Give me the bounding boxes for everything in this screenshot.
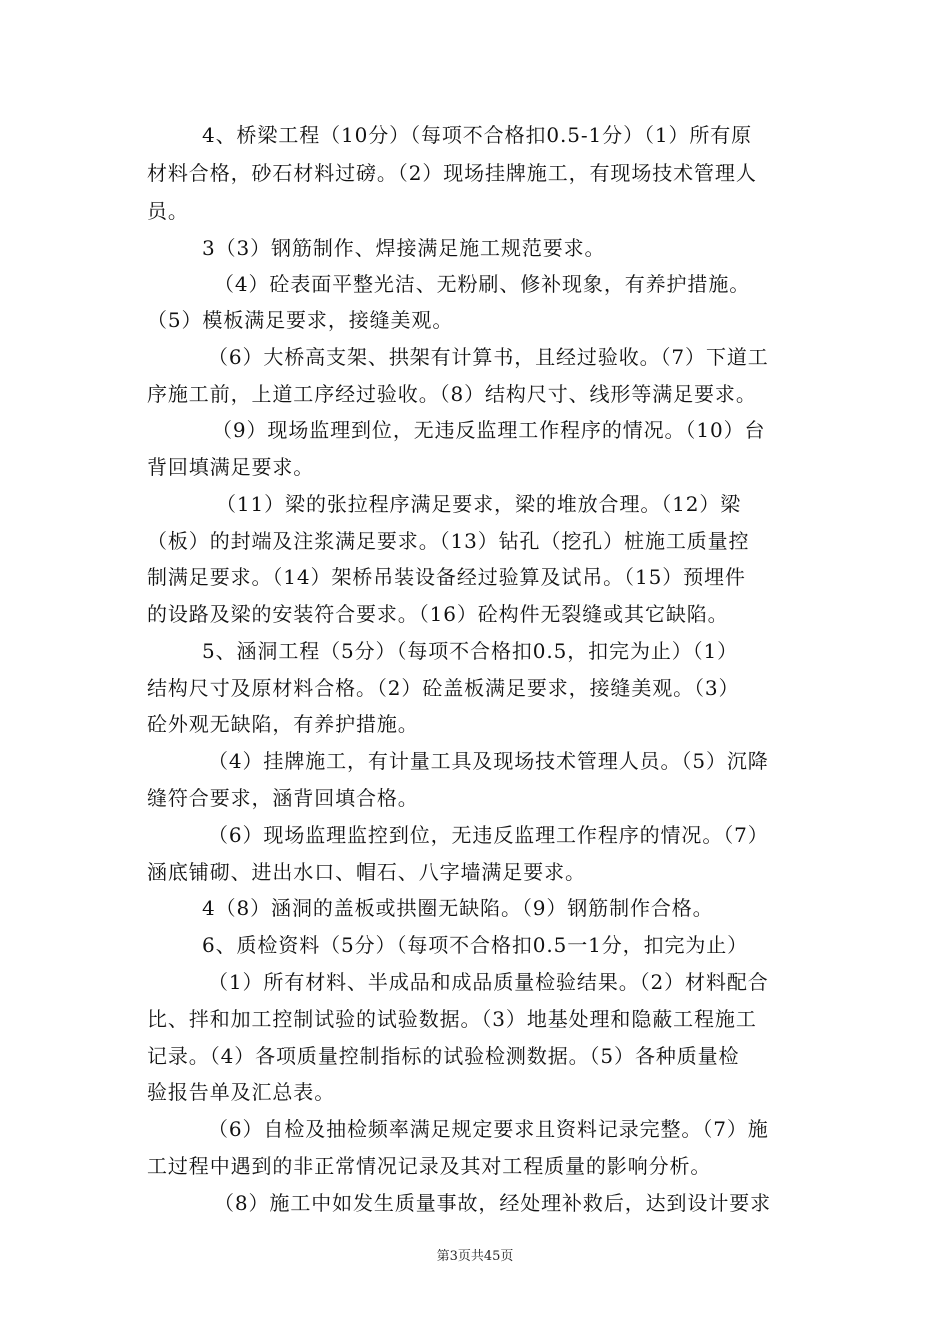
text-line: 5、涵洞工程（5分）（每项不合格扣0.5，扣完为止）（1） xyxy=(202,639,739,663)
text-line: （4）挂牌施工，有计量工具及现场技术管理人员。（5）沉降 xyxy=(208,749,769,773)
text-line: （8）施工中如发生质量事故，经处理补救后，达到设计要求 xyxy=(214,1191,772,1215)
text-line: （4）砼表面平整光洁、无粉刷、修补现象，有养护措施。 xyxy=(214,272,751,296)
text-line: （9）现场监理到位，无违反监理工作程序的情况。（10）台 xyxy=(212,418,766,442)
text-line: 工过程中遇到的非正常情况记录及其对工程质量的影响分析。 xyxy=(147,1154,712,1178)
text-line: 材料合格，砂石材料过磅。（2）现场挂牌施工，有现场技术管理人 xyxy=(147,161,757,185)
text-line: 员。 xyxy=(147,199,189,223)
page-number: 第3页共45页 xyxy=(436,1249,514,1264)
text-line: 6、质检资料（5分）（每项不合格扣0.5一1分，扣完为止） xyxy=(202,933,749,957)
text-line: 结构尺寸及原材料合格。（2）砼盖板满足要求，接缝美观。（3） xyxy=(147,676,740,700)
text-line: （6）大桥高支架、拱架有计算书，且经过验收。（7）下道工 xyxy=(208,345,769,369)
text-line: 缝符合要求，涵背回填合格。 xyxy=(147,786,419,810)
text-line: （11）梁的张拉程序满足要求，梁的堆放合理。（12）梁 xyxy=(216,492,742,516)
text-line: 涵底铺砌、进出水口、帽石、八字墙满足要求。 xyxy=(147,860,586,884)
text-line: （5）模板满足要求，接缝美观。 xyxy=(147,308,454,332)
text-line: 比、拌和加工控制试验的试验数据。（3）地基处理和隐蔽工程施工 xyxy=(147,1007,757,1031)
text-line: 记录。（4）各项质量控制指标的试验检测数据。（5）各种质量检 xyxy=(147,1044,740,1068)
text-line: 制满足要求。（14）架桥吊装设备经过验算及试吊。（15）预埋件 xyxy=(147,565,746,589)
text-line: 验报告单及汇总表。 xyxy=(147,1080,336,1104)
text-line: 的设路及梁的安装符合要求。（16）砼构件无裂缝或其它缺陷。 xyxy=(147,602,729,626)
text-line: （1）所有材料、半成品和成品质量检验结果。（2）材料配合 xyxy=(208,970,769,994)
text-line: （6）自检及抽检频率满足规定要求且资料记录完整。（7）施 xyxy=(208,1117,769,1141)
text-line: （6）现场监理监控到位，无违反监理工作程序的情况。（7） xyxy=(208,823,769,847)
text-line: 背回填满足要求。 xyxy=(147,455,315,479)
text-line: （板）的封端及注浆满足要求。（13）钻孔（挖孔）桩施工质量控 xyxy=(147,529,750,553)
text-line: 序施工前，上道工序经过验收。（8）结构尺寸、线形等满足要求。 xyxy=(147,382,757,406)
text-line: 4（8）涵洞的盖板或拱圈无缺陷。（9）钢筋制作合格。 xyxy=(202,896,714,920)
text-line: 3（3）钢筋制作、焊接满足施工规范要求。 xyxy=(202,236,606,260)
text-line: 砼外观无缺陷，有养护措施。 xyxy=(147,712,419,736)
text-line: 4、桥梁工程（10分）（每项不合格扣0.5-1分）（1）所有原 xyxy=(202,123,753,147)
